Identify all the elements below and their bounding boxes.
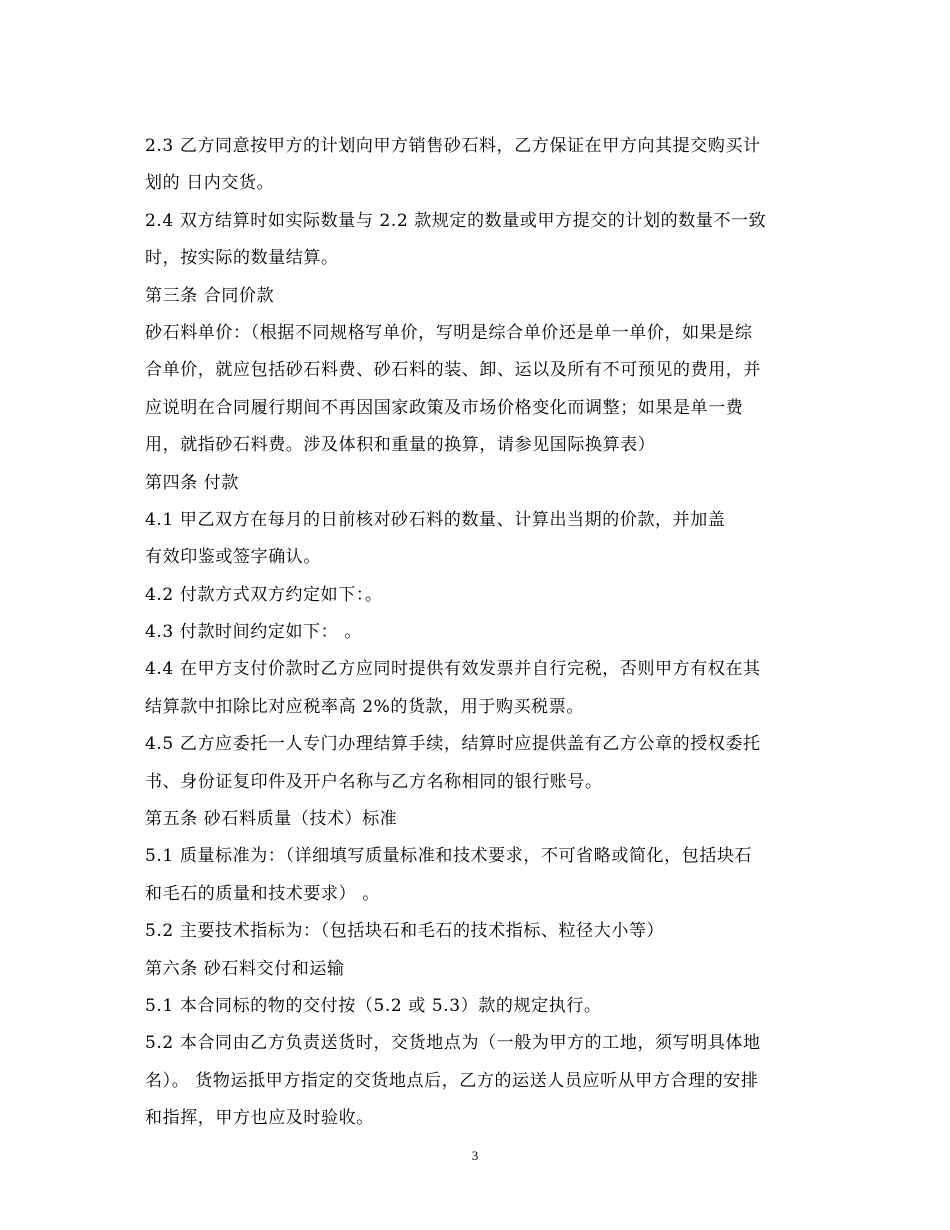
document-body [145,128,825,1138]
text-line: 和指挥，甲方也应及时验收。 [145,1108,374,1129]
text-line: 4.3 付款时间约定如下： 。 [145,622,362,643]
text-line: 2.3 乙方同意按甲方的计划向甲方销售砂石料，乙方保证在甲方向其提交购买计 [145,136,761,156]
text-line: 5.1 质量标准为：（详细填写质量标准和技术要求，不可省略或简化，包括块石 [145,846,753,867]
text-line: 时，按实际的数量结算。 [145,248,339,269]
text-line: 名）。 货物运抵甲方指定的交货地点后，乙方的运送人员应听从甲方合理的安排 [145,1070,759,1091]
section-heading: 第五条 砂石料质量（技术）标准 [145,809,398,830]
text-line: 4.4 在甲方支付价款时乙方应同时提供有效发票并自行完税，否则甲方有权在其 [145,659,761,680]
text-line: 4.2 付款方式双方约定如下：。 [145,584,383,605]
text-line: 划的 日内交货。 [145,173,275,194]
section-heading: 第三条 合同价款 [145,285,275,306]
page-number: 3 [471,1148,479,1163]
section-heading: 第四条 付款 [145,472,240,493]
text-line: 5.2 主要技术指标为：（包括块石和毛石的技术指标、粒径大小等） [145,921,665,942]
text-line: 结算款中扣除比对应税率高 2%的货款，用于购买税票。 [145,696,584,717]
section-heading: 第六条 砂石料交付和运输 [145,958,345,979]
text-line: 4.1 甲乙双方在每月的日前核对砂石料的数量、计算出当期的价款，并加盖 [145,509,726,530]
text-line: 用，就指砂石料费。涉及体积和重量的换算，请参见国际换算表） [145,435,656,456]
text-line: 有效印鉴或签字确认。 [145,547,321,568]
text-line: 应说明在合同履行期间不再因国家政策及市场价格变化而调整；如果是单一费 [145,397,744,418]
text-line: 2.4 双方结算时如实际数量与 2.2 款规定的数量或甲方提交的计划的数量不一致 [145,210,767,231]
text-line: 和毛石的质量和技术要求） 。 [145,883,380,904]
text-line: 书、身份证复印件及开户名称与乙方名称相同的银行账号。 [145,771,603,792]
text-line: 4.5 乙方应委托一人专门办理结算手续，结算时应提供盖有乙方公章的授权委托 [145,734,761,755]
text-line: 砂石料单价：（根据不同规格写单价，写明是综合单价还是单一单价，如果是综 [145,322,753,343]
text-line: 5.1 本合同标的物的交付按（5.2 或 5.3）款的规定执行。 [145,995,602,1016]
text-line: 5.2 本合同由乙方负责送货时，交货地点为（一般为甲方的工地，须写明具体地 [145,1033,761,1054]
text-line: 合单价，就应包括砂石料费、砂石料的装、卸、运以及所有不可预见的费用，并 [145,360,761,381]
